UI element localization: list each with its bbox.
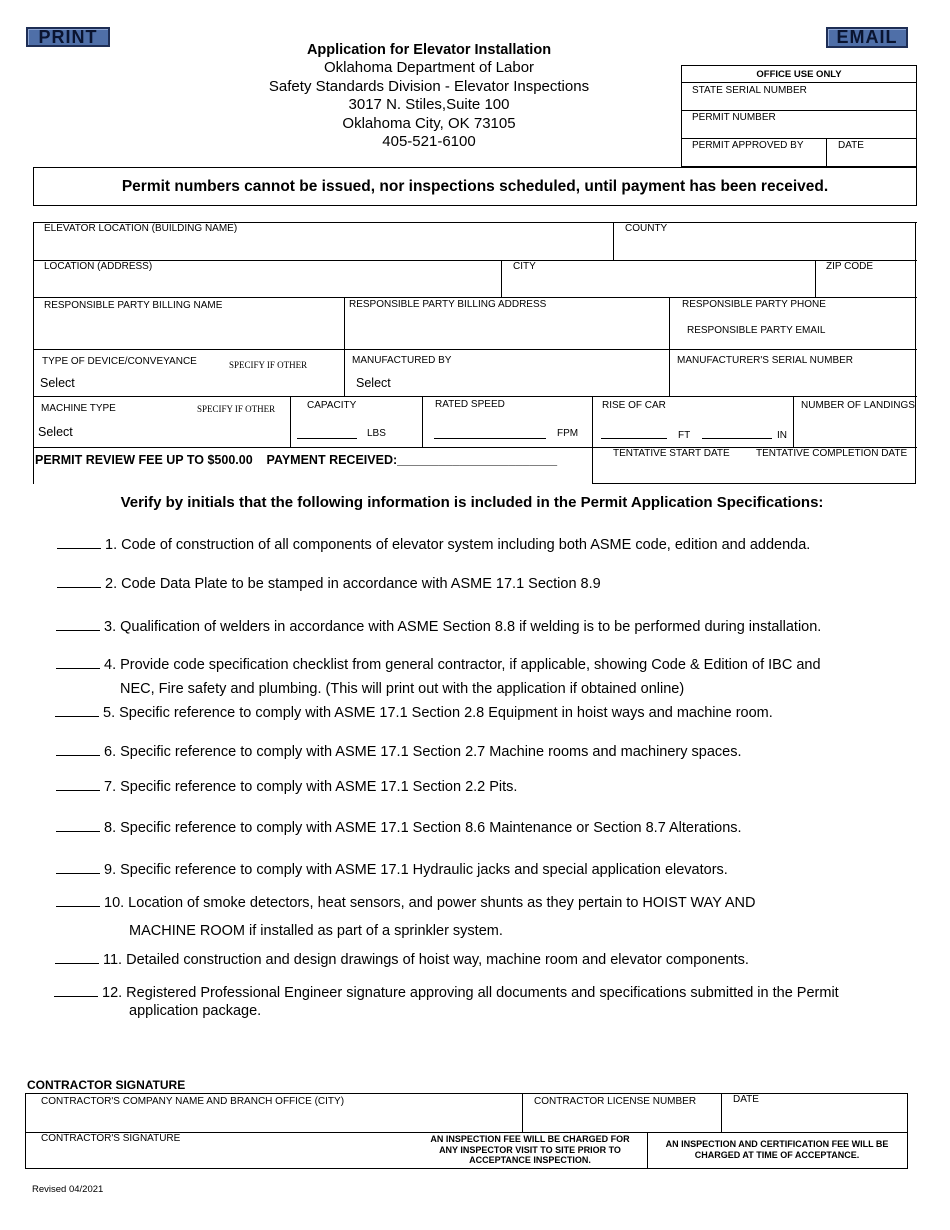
device-type-label: TYPE OF DEVICE/CONVEYANCE	[42, 356, 197, 367]
device-specify-other[interactable]: SPECIFY IF OTHER	[229, 360, 308, 370]
checklist-item: 5. Specific reference to comply with ASME 17.1 Section 2.8 Equipment in hoist ways and machine room.	[55, 705, 773, 721]
checklist-item: 2. Code Data Plate to be stamped in accordance with ASME 17.1 Section 8.9	[57, 576, 601, 592]
device-type-select[interactable]: Select	[40, 376, 75, 390]
initials-input[interactable]	[56, 657, 100, 669]
contractor-signature-field[interactable]: CONTRACTOR'S SIGNATURE	[41, 1133, 181, 1144]
ft-unit: FT	[678, 430, 691, 441]
initials-input[interactable]	[56, 619, 100, 631]
rise-in-input[interactable]	[702, 427, 772, 439]
checklist-item: 4. Provide code specification checklist from general contractor, if applicable, showing Code & Edition of IBC and	[56, 657, 821, 673]
landings-field[interactable]: NUMBER OF LANDINGS	[801, 400, 915, 411]
checklist-item-continued: application package.	[129, 1003, 262, 1019]
lbs-unit: LBS	[367, 428, 386, 439]
checklist-item-continued: NEC, Fire safety and plumbing. (This will print out with the application if obtained online)	[120, 681, 685, 697]
billing-address-field[interactable]: RESPONSIBLE PARTY BILLING ADDRESS	[349, 299, 547, 310]
capacity-label: CAPACITY	[307, 400, 357, 411]
rated-speed-input[interactable]	[434, 427, 546, 439]
email-button[interactable]: EMAIL	[826, 27, 908, 48]
zip-code-field[interactable]: ZIP CODE	[826, 261, 874, 272]
contractor-date-field[interactable]: DATE	[733, 1094, 759, 1105]
approved-by-label: PERMIT APPROVED BY	[692, 140, 804, 151]
certification-fee-notice: AN INSPECTION AND CERTIFICATION FEE WILL BE CHARGED AT TIME OF ACCEPTANCE.	[665, 1139, 889, 1160]
company-name-field[interactable]: CONTRACTOR'S COMPANY NAME AND BRANCH OFFICE (CITY)	[41, 1096, 345, 1107]
manufacturer-select[interactable]: Select	[356, 376, 391, 390]
city-state-zip: Oklahoma City, OK 73105	[342, 114, 516, 132]
fpm-unit: FPM	[557, 428, 579, 439]
party-phone-field[interactable]: RESPONSIBLE PARTY PHONE	[682, 299, 826, 310]
form-title: Application for Elevator Installation	[306, 42, 552, 58]
state-serial-label: STATE SERIAL NUMBER	[692, 85, 807, 96]
fee-payment-line[interactable]: PERMIT REVIEW FEE UP TO $500.00 PAYMENT RECEIVED:_______________________	[35, 453, 558, 467]
city-field[interactable]: CITY	[513, 261, 536, 272]
initials-input[interactable]	[56, 744, 100, 756]
serial-number-field[interactable]: MANUFACTURER'S SERIAL NUMBER	[677, 355, 854, 366]
party-email-field[interactable]: RESPONSIBLE PARTY EMAIL	[687, 325, 826, 336]
elevator-location-field[interactable]: ELEVATOR LOCATION (BUILDING NAME)	[44, 223, 238, 234]
initials-input[interactable]	[56, 862, 100, 874]
agency-name: Oklahoma Department of Labor	[323, 59, 535, 77]
initials-input[interactable]	[55, 952, 99, 964]
manufactured-by-label: MANUFACTURED BY	[352, 355, 452, 366]
revised-date: Revised 04/2021	[32, 1184, 104, 1195]
agency-phone: 405-521-6100	[382, 133, 476, 151]
in-unit: IN	[777, 430, 787, 441]
initials-input[interactable]	[55, 705, 99, 717]
initials-input[interactable]	[56, 779, 100, 791]
rise-of-car-label: RISE OF CAR	[602, 400, 666, 411]
verify-heading: Verify by initials that the following information is included in the Permit Application Specifications:	[120, 494, 824, 511]
billing-name-field[interactable]: RESPONSIBLE PARTY BILLING NAME	[44, 300, 223, 311]
capacity-input[interactable]	[297, 427, 357, 439]
license-number-field[interactable]: CONTRACTOR LICENSE NUMBER	[534, 1096, 697, 1107]
checklist-item: 6. Specific reference to comply with ASME 17.1 Section 2.7 Machine rooms and machinery spaces.	[56, 744, 742, 760]
checklist-item: 8. Specific reference to comply with ASME 17.1 Section 8.6 Maintenance or Section 8.7 Alterations.	[56, 820, 742, 836]
machine-type-label: MACHINE TYPE	[41, 403, 116, 414]
start-date-field[interactable]: TENTATIVE START DATE	[613, 448, 730, 459]
contractor-heading: CONTRACTOR SIGNATURE	[27, 1078, 186, 1092]
checklist-item: 3. Qualification of welders in accordance with ASME Section 8.8 if welding is to be performed during installation.	[56, 619, 821, 635]
street-address: 3017 N. Stiles,Suite 100	[348, 96, 510, 114]
checklist-item: 10. Location of smoke detectors, heat sensors, and power shunts as they pertain to HOIST WAY AND	[56, 895, 756, 911]
rated-speed-label: RATED SPEED	[435, 399, 505, 410]
checklist-item: 1. Code of construction of all components of elevator system including both ASME code, edition and addenda.	[57, 537, 810, 553]
checklist-item-continued: MACHINE ROOM if installed as part of a sprinkler system.	[129, 923, 503, 939]
agency-header	[262, 41, 596, 151]
permit-number-label: PERMIT NUMBER	[692, 112, 776, 123]
division-name: Safety Standards Division - Elevator Inspections	[268, 77, 590, 95]
initials-input[interactable]	[56, 820, 100, 832]
checklist-item: 11. Detailed construction and design drawings of hoist way, machine room and elevator components.	[55, 952, 749, 968]
initials-input[interactable]	[54, 985, 98, 997]
inspection-fee-notice: AN INSPECTION FEE WILL BE CHARGED FOR ANY INSPECTOR VISIT TO SITE PRIOR TO ACCEPTANCE INSPECTION.	[430, 1134, 630, 1165]
rise-ft-input[interactable]	[601, 427, 667, 439]
payment-notice: Permit numbers cannot be issued, nor inspections scheduled, until payment has been received.	[121, 178, 829, 195]
initials-input[interactable]	[56, 895, 100, 907]
initials-input[interactable]	[57, 576, 101, 588]
checklist-item: 7. Specific reference to comply with ASME 17.1 Section 2.2 Pits.	[56, 779, 517, 795]
office-date-label: DATE	[838, 140, 864, 151]
office-use-title: OFFICE USE ONLY	[756, 69, 842, 80]
county-field[interactable]: COUNTY	[625, 223, 668, 234]
machine-specify-other[interactable]: SPECIFY IF OTHER	[197, 404, 276, 414]
checklist-item: 12. Registered Professional Engineer signature approving all documents and specifications submitted in the Permit	[54, 985, 839, 1001]
location-address-field[interactable]: LOCATION (ADDRESS)	[44, 261, 153, 272]
checklist-item: 9. Specific reference to comply with ASME 17.1 Hydraulic jacks and special application elevators.	[56, 862, 728, 878]
completion-date-field[interactable]: TENTATIVE COMPLETION DATE	[756, 448, 908, 459]
machine-type-select[interactable]: Select	[38, 425, 73, 439]
initials-input[interactable]	[57, 537, 101, 549]
print-button[interactable]: PRINT	[26, 27, 110, 47]
